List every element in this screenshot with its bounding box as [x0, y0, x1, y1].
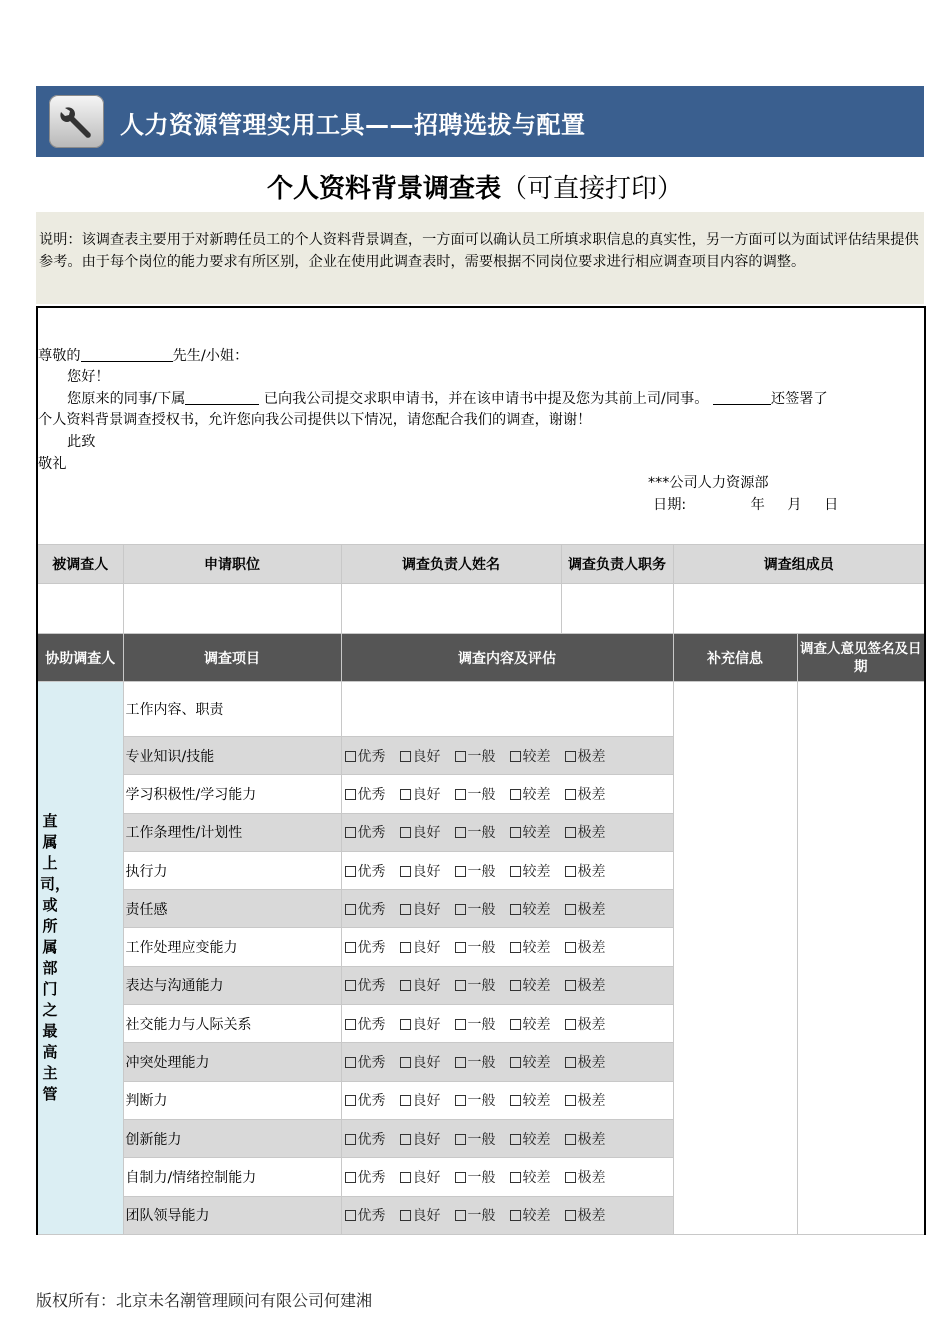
rating-option[interactable]: [345, 1052, 386, 1072]
checkbox-icon[interactable]: [510, 980, 521, 991]
rating-label: 极差: [577, 825, 606, 842]
rating-option[interactable]: [455, 861, 496, 881]
checkbox-icon[interactable]: [510, 789, 521, 800]
rating-option[interactable]: [455, 1205, 496, 1225]
header-supplement: 补充信息: [673, 634, 797, 682]
rating-label: 良好: [412, 940, 441, 957]
greeting-prefix: 尊敬的: [38, 348, 81, 364]
rating-label: 较差: [522, 825, 551, 842]
evaluation-cell: [341, 775, 673, 813]
banner-title: 人力资源管理实用工具——招聘选拔与配置: [120, 111, 586, 139]
evaluation-item: 工作内容、职责: [123, 682, 341, 737]
rating-option[interactable]: [455, 899, 496, 919]
rating-option[interactable]: [510, 1129, 551, 1149]
rating-option[interactable]: [510, 937, 551, 957]
rating-label: 一般: [467, 863, 496, 880]
rating-label: 良好: [412, 786, 441, 803]
rating-option[interactable]: [345, 975, 386, 995]
checkbox-icon[interactable]: [400, 1172, 411, 1183]
rating-label: 极差: [577, 748, 606, 765]
rating-label: 良好: [412, 1131, 441, 1148]
rating-label: 优秀: [357, 825, 386, 842]
rating-option[interactable]: [510, 975, 551, 995]
evaluation-rows: [37, 682, 925, 1235]
rating-label: 较差: [522, 786, 551, 803]
signature: ***公司人力资源部: [648, 475, 769, 491]
checkbox-icon[interactable]: [565, 1172, 576, 1183]
header-opinion: 调查人意见签名及日期: [797, 634, 925, 682]
checkbox-icon[interactable]: [565, 904, 576, 915]
table2-header: [37, 634, 925, 682]
rating-label: 良好: [412, 1093, 441, 1110]
rating-option[interactable]: [510, 1167, 551, 1187]
rating-option[interactable]: [345, 1129, 386, 1149]
checkbox-icon[interactable]: [345, 1134, 356, 1145]
rating-label: 极差: [577, 1016, 606, 1033]
rating-label: 优秀: [357, 1055, 386, 1072]
rating-label: 极差: [577, 1055, 606, 1072]
checkbox-icon[interactable]: [565, 1210, 576, 1221]
checkbox-icon[interactable]: [455, 942, 466, 953]
evaluation-item: 社交能力与人际关系: [123, 1005, 341, 1043]
header-subject: 被调查人: [37, 545, 123, 584]
department-cell: [37, 682, 123, 1235]
rating-label: 极差: [577, 901, 606, 918]
instructions-box: [36, 212, 924, 304]
evaluation-item: 责任感: [123, 890, 341, 928]
checkbox-icon[interactable]: [455, 827, 466, 838]
rating-option[interactable]: [345, 746, 386, 766]
checkbox-icon[interactable]: [345, 980, 356, 991]
checkbox-icon[interactable]: [400, 1210, 411, 1221]
checkbox-icon[interactable]: [400, 980, 411, 991]
rating-option[interactable]: [345, 822, 386, 842]
rating-option[interactable]: [510, 1014, 551, 1034]
checkbox-icon[interactable]: [455, 1019, 466, 1030]
evaluation-item: 自制力/情绪控制能力: [123, 1158, 341, 1196]
checkbox-icon[interactable]: [345, 942, 356, 953]
rating-option[interactable]: [345, 937, 386, 957]
checkbox-icon[interactable]: [455, 866, 466, 877]
rating-option[interactable]: [565, 1090, 606, 1110]
hello-line: 您好！: [67, 369, 110, 385]
header-lead-name: 调查负责人姓名: [341, 545, 561, 584]
checkbox-icon[interactable]: [510, 751, 521, 762]
rating-label: 较差: [522, 1131, 551, 1148]
checkbox-icon[interactable]: [345, 866, 356, 877]
rating-label: 良好: [412, 978, 441, 995]
rating-label: 一般: [467, 825, 496, 842]
checkbox-icon[interactable]: [400, 866, 411, 877]
supplement-cell[interactable]: [673, 682, 797, 1235]
checkbox-icon[interactable]: [510, 1057, 521, 1068]
checkbox-icon[interactable]: [455, 904, 466, 915]
checkbox-icon[interactable]: [455, 1210, 466, 1221]
evaluation-cell: [341, 890, 673, 928]
letter-section: [36, 306, 926, 546]
rating-option[interactable]: [510, 784, 551, 804]
rating-option[interactable]: [565, 861, 606, 881]
rating-option[interactable]: [565, 1167, 606, 1187]
rating-option[interactable]: [565, 975, 606, 995]
checkbox-icon[interactable]: [400, 904, 411, 915]
checkbox-icon[interactable]: [345, 904, 356, 915]
checkbox-icon[interactable]: [345, 1095, 356, 1106]
checkbox-icon[interactable]: [510, 1134, 521, 1145]
rating-option[interactable]: [345, 1167, 386, 1187]
rating-option[interactable]: [345, 899, 386, 919]
checkbox-icon[interactable]: [455, 1172, 466, 1183]
checkbox-icon[interactable]: [345, 1057, 356, 1068]
checkbox-icon[interactable]: [455, 1095, 466, 1106]
copyright-footer: 版权所有：北京未名潮管理顾问有限公司何建湘: [36, 1291, 373, 1310]
rating-option[interactable]: [455, 1167, 496, 1187]
rating-label: 优秀: [357, 1169, 386, 1186]
checkbox-icon[interactable]: [510, 1172, 521, 1183]
rating-label: 良好: [412, 1208, 441, 1225]
rating-option[interactable]: [400, 1205, 441, 1225]
rating-option[interactable]: [565, 784, 606, 804]
checkbox-icon[interactable]: [565, 942, 576, 953]
checkbox-icon[interactable]: [455, 751, 466, 762]
rating-option[interactable]: [400, 746, 441, 766]
checkbox-icon[interactable]: [510, 904, 521, 915]
rating-label: 优秀: [357, 786, 386, 803]
rating-option[interactable]: [455, 1129, 496, 1149]
evaluation-item: 判断力: [123, 1081, 341, 1119]
rating-label: 较差: [522, 748, 551, 765]
rating-label: 一般: [467, 978, 496, 995]
checkbox-icon[interactable]: [345, 789, 356, 800]
evaluation-item: 创新能力: [123, 1119, 341, 1157]
rating-option[interactable]: [400, 899, 441, 919]
position-cell[interactable]: [123, 584, 341, 634]
checkbox-icon[interactable]: [345, 827, 356, 838]
checkbox-icon[interactable]: [510, 866, 521, 877]
rating-label: 良好: [412, 1016, 441, 1033]
rating-label: 较差: [522, 863, 551, 880]
rating-option[interactable]: [400, 937, 441, 957]
checkbox-icon[interactable]: [400, 1095, 411, 1106]
checkbox-icon[interactable]: [400, 751, 411, 762]
evaluation-cell: [341, 1081, 673, 1119]
evaluation-cell: [341, 1119, 673, 1157]
rating-option[interactable]: [400, 822, 441, 842]
rating-label: 极差: [577, 1208, 606, 1225]
table1-header: [37, 545, 925, 584]
closing-2: 敬礼: [38, 456, 67, 472]
survey-table: [36, 544, 926, 1235]
checkbox-icon[interactable]: [565, 827, 576, 838]
checkbox-icon[interactable]: [565, 866, 576, 877]
checkbox-icon[interactable]: [565, 1057, 576, 1068]
rating-label: 一般: [467, 1055, 496, 1072]
rating-label: 极差: [577, 1131, 606, 1148]
checkbox-icon[interactable]: [565, 789, 576, 800]
rating-label: 优秀: [357, 940, 386, 957]
rating-label: 极差: [577, 978, 606, 995]
rating-option[interactable]: [400, 861, 441, 881]
body-line-2: 个人资料背景调查授权书，允许您向我公司提供以下情况，请您配合我们的调查，谢谢！: [38, 412, 592, 428]
date-line: [653, 494, 838, 514]
evaluation-item: 专业知识/技能: [123, 737, 341, 775]
rating-label: 良好: [412, 748, 441, 765]
rating-option[interactable]: [455, 937, 496, 957]
body-line-1a: 您原来的同事/下属: [67, 391, 186, 407]
rating-option[interactable]: [565, 1129, 606, 1149]
checkbox-icon[interactable]: [345, 1210, 356, 1221]
evaluation-cell[interactable]: [341, 682, 673, 737]
checkbox-icon[interactable]: [510, 827, 521, 838]
rating-option[interactable]: [510, 822, 551, 842]
rating-label: 较差: [522, 1093, 551, 1110]
checkbox-icon[interactable]: [565, 1019, 576, 1030]
rating-option[interactable]: [400, 1014, 441, 1034]
table-row: [37, 682, 925, 737]
rating-option[interactable]: [565, 822, 606, 842]
lead-title-cell[interactable]: [561, 584, 673, 634]
rating-option[interactable]: [455, 1090, 496, 1110]
body-line-1b: 已向我公司提交求职申请书，并在该申请书中提及您为其前上司/同事。: [263, 391, 709, 407]
rating-option[interactable]: [565, 1014, 606, 1034]
rating-option[interactable]: [400, 1090, 441, 1110]
header-position: 申请职位: [123, 545, 341, 584]
date-month: 月: [787, 497, 802, 513]
evaluation-cell: [341, 737, 673, 775]
evaluation-item: 执行力: [123, 851, 341, 889]
greeting-suffix: 先生/小姐：: [172, 348, 249, 364]
rating-label: 良好: [412, 1055, 441, 1072]
department-label: 直属上司，或所属部门之最高主管: [40, 811, 71, 1103]
checkbox-icon[interactable]: [400, 789, 411, 800]
rating-label: 一般: [467, 748, 496, 765]
evaluation-item: 团队领导能力: [123, 1196, 341, 1234]
checkbox-icon[interactable]: [400, 942, 411, 953]
header-banner: [36, 86, 924, 157]
rating-label: 极差: [577, 1093, 606, 1110]
rating-option[interactable]: [400, 1167, 441, 1187]
closing-1: 此致: [67, 434, 96, 450]
rating-label: 较差: [522, 1208, 551, 1225]
rating-option[interactable]: [510, 746, 551, 766]
rating-label: 一般: [467, 901, 496, 918]
rating-option[interactable]: [565, 1052, 606, 1072]
candidate-blank[interactable]: [185, 390, 259, 405]
rating-label: 良好: [412, 825, 441, 842]
rating-option[interactable]: [565, 899, 606, 919]
rating-label: 良好: [412, 863, 441, 880]
rating-option[interactable]: [510, 899, 551, 919]
checkbox-icon[interactable]: [345, 1019, 356, 1030]
evaluation-item: 冲突处理能力: [123, 1043, 341, 1081]
rating-label: 极差: [577, 863, 606, 880]
evaluation-item: 学习积极性/学习能力: [123, 775, 341, 813]
rating-label: 极差: [577, 1169, 606, 1186]
evaluation-cell: [341, 813, 673, 851]
checkbox-icon[interactable]: [455, 980, 466, 991]
rating-label: 较差: [522, 940, 551, 957]
rating-option[interactable]: [400, 1052, 441, 1072]
lead-name-cell[interactable]: [341, 584, 561, 634]
rating-option[interactable]: [455, 822, 496, 842]
rating-label: 优秀: [357, 978, 386, 995]
rating-option[interactable]: [510, 1090, 551, 1110]
evaluation-cell: [341, 1158, 673, 1196]
evaluation-cell: [341, 851, 673, 889]
evaluation-cell: [341, 1005, 673, 1043]
title-main: 个人资料背景调查表: [266, 174, 501, 204]
checkbox-icon[interactable]: [400, 1019, 411, 1030]
evaluation-cell: [341, 1196, 673, 1234]
instructions-text: 说明：该调查表主要用于对新聘任员工的个人资料背景调查，一方面可以确认员工所填求职信息的真实性，另一方面可以为面试评估结果提供参考。由于每个岗位的能力要求有所区别，企业在使用此调查表时，需要根据不同岗位要求进行相应调查项目内容的调整。: [39, 232, 919, 270]
title-sub: （可直接打印）: [501, 174, 684, 204]
checkbox-icon[interactable]: [455, 789, 466, 800]
rating-label: 一般: [467, 1131, 496, 1148]
rating-option[interactable]: [455, 975, 496, 995]
greeting-line: [38, 345, 248, 365]
header-item: 调查项目: [123, 634, 341, 682]
evaluation-cell: [341, 928, 673, 966]
rating-option[interactable]: [400, 784, 441, 804]
checkbox-icon[interactable]: [345, 1172, 356, 1183]
opinion-cell[interactable]: [797, 682, 925, 1235]
rating-option[interactable]: [345, 1014, 386, 1034]
date-year: 年: [750, 497, 765, 513]
rating-option[interactable]: [345, 784, 386, 804]
rating-label: 优秀: [357, 863, 386, 880]
rating-label: 良好: [412, 901, 441, 918]
rating-option[interactable]: [455, 1052, 496, 1072]
body-line-1c: 还签署了: [770, 391, 828, 407]
rating-option[interactable]: [510, 1205, 551, 1225]
rating-option[interactable]: [455, 784, 496, 804]
evaluation-item: 工作条理性/计划性: [123, 813, 341, 851]
page-title: [0, 168, 950, 205]
table1-entry-row: [37, 584, 925, 634]
rating-option[interactable]: [345, 1205, 386, 1225]
rating-label: 优秀: [357, 1131, 386, 1148]
rating-option[interactable]: [345, 861, 386, 881]
rating-label: 一般: [467, 1169, 496, 1186]
checkbox-icon[interactable]: [565, 980, 576, 991]
team-cell[interactable]: [673, 584, 925, 634]
rating-label: 优秀: [357, 1016, 386, 1033]
rating-option[interactable]: [455, 1014, 496, 1034]
evaluation-item: 工作处理应变能力: [123, 928, 341, 966]
evaluation-cell: [341, 1043, 673, 1081]
date-label: 日期:: [653, 497, 687, 513]
rating-label: 一般: [467, 1016, 496, 1033]
rating-label: 优秀: [357, 901, 386, 918]
rating-label: 良好: [412, 1169, 441, 1186]
checkbox-icon[interactable]: [400, 827, 411, 838]
checkbox-icon[interactable]: [565, 1095, 576, 1106]
header-assistant: 协助调查人: [37, 634, 123, 682]
rating-option[interactable]: [565, 746, 606, 766]
rating-label: 优秀: [357, 748, 386, 765]
checkbox-icon[interactable]: [455, 1057, 466, 1068]
checkbox-icon[interactable]: [565, 1134, 576, 1145]
checkbox-icon[interactable]: [510, 942, 521, 953]
evaluation-item: 表达与沟通能力: [123, 966, 341, 1004]
subject-cell[interactable]: [37, 584, 123, 634]
wrench-icon: [49, 95, 104, 148]
header-evaluation: 调查内容及评估: [341, 634, 673, 682]
evaluation-cell: [341, 966, 673, 1004]
rating-label: 极差: [577, 940, 606, 957]
body-line-1: [67, 388, 828, 408]
checkbox-icon[interactable]: [510, 1019, 521, 1030]
rating-label: 一般: [467, 1208, 496, 1225]
checkbox-icon[interactable]: [565, 751, 576, 762]
checkbox-icon[interactable]: [510, 1095, 521, 1106]
name-blank[interactable]: [81, 347, 173, 362]
checkbox-icon[interactable]: [510, 1210, 521, 1221]
header-lead-title: 调查负责人职务: [561, 545, 673, 584]
rating-label: 一般: [467, 940, 496, 957]
candidate-blank-2[interactable]: [713, 390, 771, 405]
rating-option[interactable]: [400, 1129, 441, 1149]
checkbox-icon[interactable]: [455, 1134, 466, 1145]
rating-label: 一般: [467, 786, 496, 803]
rating-label: 较差: [522, 901, 551, 918]
rating-option[interactable]: [510, 1052, 551, 1072]
rating-label: 一般: [467, 1093, 496, 1110]
rating-option[interactable]: [565, 937, 606, 957]
rating-label: 极差: [577, 786, 606, 803]
checkbox-icon[interactable]: [345, 751, 356, 762]
rating-label: 较差: [522, 1055, 551, 1072]
checkbox-icon[interactable]: [400, 1134, 411, 1145]
rating-option[interactable]: [510, 861, 551, 881]
rating-label: 优秀: [357, 1093, 386, 1110]
checkbox-icon[interactable]: [400, 1057, 411, 1068]
rating-option[interactable]: [455, 746, 496, 766]
rating-option[interactable]: [400, 975, 441, 995]
header-team: 调查组成员: [673, 545, 925, 584]
rating-label: 优秀: [357, 1208, 386, 1225]
rating-label: 较差: [522, 978, 551, 995]
rating-label: 较差: [522, 1016, 551, 1033]
rating-option[interactable]: [565, 1205, 606, 1225]
date-day: 日: [824, 497, 839, 513]
rating-label: 较差: [522, 1169, 551, 1186]
rating-option[interactable]: [345, 1090, 386, 1110]
